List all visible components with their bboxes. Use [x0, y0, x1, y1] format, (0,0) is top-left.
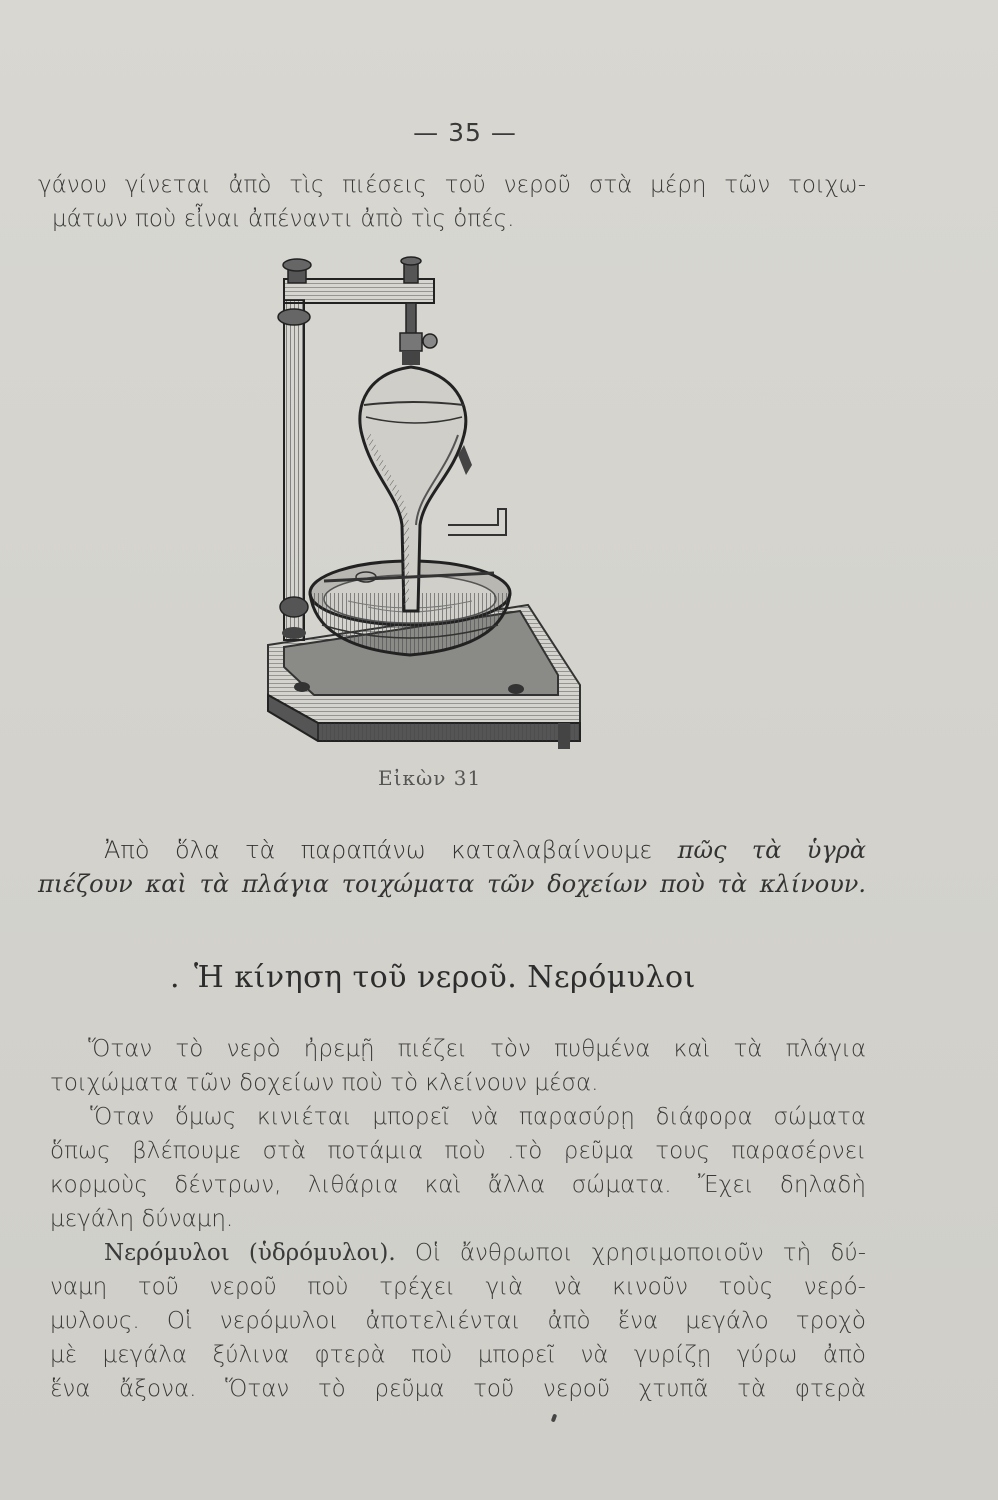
watermill-line-2: ναμη τοῦ νεροῦ ποὺ τρέχει γιὰ νὰ κινοῦν τοὺς νερό-: [50, 1274, 866, 1300]
apparatus-figure: [258, 255, 598, 755]
watermill-line-3: μυλους. Οἱ νερόμυλοι ἀποτελιένται ἀπὸ ἕνα μεγάλο τροχὸ: [50, 1308, 866, 1334]
intro-line-2: μάτων ποὺ εἶναι ἀπέναντι ἀπὸ τὶς ὀπές.: [52, 206, 515, 232]
section-heading: [170, 960, 696, 995]
conclusion-plain-text: Ἀπὸ ὅλα τὰ παραπάνω καταλαβαίνουμε: [104, 836, 653, 864]
figure-caption: Εἰκὼν 31: [378, 766, 482, 790]
body-line-6: μεγάλη δύναμη.: [50, 1206, 234, 1232]
body-line-3: Ὅταν ὅμως κινιέται μπορεῖ νὰ παρασύρῃ διάφορα σώματα: [90, 1104, 866, 1130]
watermill-line-4: μὲ μεγάλα ξύλινα φτερὰ ποὺ μπορεῖ νὰ γυρίζῃ γύρω ἀπὸ: [50, 1342, 866, 1368]
conclusion-italic-b: δοχείων ποὺ τὰ κλίνουν.: [547, 870, 866, 898]
heading-lead-mark: .: [170, 960, 181, 995]
conclusion-italic-text: πῶς τὰ ὑγρὰ: [677, 836, 866, 864]
page-number: — 35 —: [413, 118, 517, 147]
body-line-2: τοιχώματα τῶν δοχείων ποὺ τὸ κλείνουν μέσα.: [50, 1070, 599, 1096]
watermill-term: Νερόμυλοι (ὑδρόμυλοι).: [104, 1240, 396, 1266]
body-line-5: κορμοὺς δέντρων, λιθάρια καὶ ἄλλα σώματα. Ἔχει δηλαδὴ: [50, 1172, 866, 1198]
body-line-1: Ὅταν τὸ νερὸ ἠρεμῇ πιέζει τὸν πυθμένα καὶ τὰ πλάγια: [88, 1036, 866, 1062]
body-line-4: ὅπως βλέπουμε στὰ ποτάμια ποὺ .τὸ ρεῦμα τους παρασέρνει: [50, 1138, 866, 1164]
section-heading-text: Ἡ κίνηση τοῦ νεροῦ. Νερόμυλοι: [194, 960, 696, 995]
conclusion-italic-a: πιέζουν καὶ τὰ πλάγια τοιχώματα τῶν: [38, 870, 535, 898]
ink-speck: [551, 1414, 557, 1423]
watermill-line-5: ἕνα ἄξονα. Ὅταν τὸ ρεῦμα τοῦ νεροῦ χτυπᾶ τὰ φτερὰ: [50, 1376, 866, 1402]
intro-line-1: γάνου γίνεται ἀπὸ τὶς πιέσεις τοῦ νεροῦ στὰ μέρη τῶν τοιχω-: [38, 172, 866, 198]
conclusion-line-2: [38, 870, 866, 898]
watermill-line-1-text: Οἱ ἄνθρωποι χρησιμοποιοῦν τὴ δύ-: [414, 1240, 867, 1266]
watermill-line-1: [104, 1240, 866, 1266]
conclusion-line-1: [104, 836, 866, 864]
water-pressure-apparatus-icon: [258, 255, 598, 755]
